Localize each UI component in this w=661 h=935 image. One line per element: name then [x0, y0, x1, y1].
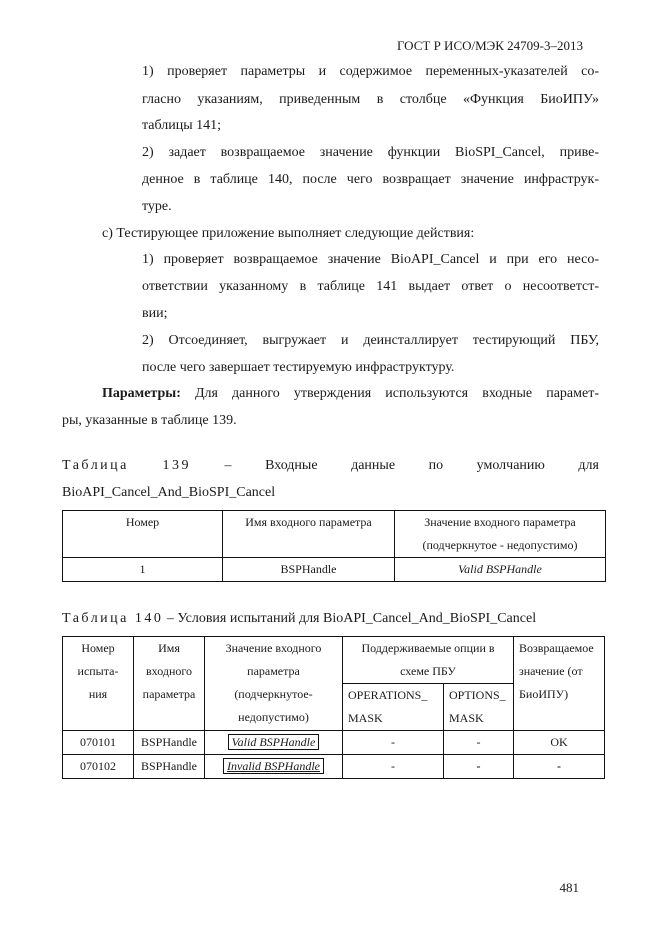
page-header: ГОСТ Р ИСО/МЭК 24709-3–2013 [396, 38, 583, 53]
table-header-row [63, 511, 606, 558]
table139-caption-line2: BioAPI_Cancel_And_BioSPI_Cancel [62, 485, 276, 500]
table-row [63, 755, 605, 779]
table-cell: BSPHandle [134, 731, 205, 755]
table-cell: 070102 [63, 755, 134, 779]
caption-word: Входные [265, 458, 318, 473]
table-cell: - [444, 755, 514, 779]
header-cell: OPERATIONS_ MASK [343, 684, 444, 731]
table-cell: - [343, 755, 444, 779]
params-label: Параметры: [102, 386, 181, 401]
header-cell: Поддерживаемые опции в схеме ПБУ [343, 637, 514, 684]
body-line: туре. [142, 199, 172, 214]
body-line: 1) проверяет параметры и содержимое переменных-указателей со- [142, 64, 599, 79]
table-row [63, 558, 606, 582]
table-cell: BSPHandle [134, 755, 205, 779]
caption-word: для [578, 458, 599, 473]
caption-word: 139 [162, 458, 191, 473]
body-line: ответствии указанному в таблице 141 выдает ответ о несоответст- [142, 279, 599, 294]
table-cell: Invalid BSPHandle [205, 755, 343, 779]
table-cell: OK [514, 731, 605, 755]
table-cell: - [444, 731, 514, 755]
body-line: 2) Отсоединяет, выгружает и деинсталлирует тестирующий ПБУ, [142, 333, 599, 348]
body-line: вии; [142, 306, 168, 321]
table-row [63, 731, 605, 755]
table-cell: - [514, 755, 605, 779]
table-cell: Valid BSPHandle [205, 731, 343, 755]
caption-word: данные [351, 458, 396, 473]
header-cell: Имя входного параметра [134, 637, 205, 731]
header-cell: Возвращаемое значение (от БиоИПУ) [514, 637, 605, 731]
table-cell: 1 [63, 558, 223, 582]
caption-label: Таблица 140 [62, 611, 164, 626]
caption-word: умолчанию [476, 458, 545, 473]
body-line: ры, указанные в таблице 139. [62, 413, 237, 428]
table-header-row [63, 637, 605, 684]
caption-word: по [428, 458, 444, 473]
caption-text: – Условия испытаний для BioAPI_Cancel_And_BioSPI_Cancel [163, 611, 537, 626]
caption-word: Таблица [62, 458, 129, 473]
body-line: таблицы 141; [142, 118, 222, 133]
body-line: 2) задает возвращаемое значение функции BioSPI_Cancel, приве- [142, 145, 599, 160]
header-cell: Значение входного параметра (подчеркнутое- недопустимо) [205, 637, 343, 731]
header-cell: Номер испыта- ния [63, 637, 134, 731]
caption-word: – [224, 458, 232, 473]
body-line: c) Тестирующее приложение выполняет следующие действия: [102, 226, 475, 241]
table-cell: BSPHandle [223, 558, 395, 582]
table-139 [62, 510, 606, 582]
header-cell: Значение входного параметра (подчеркнутое - недопустимо) [395, 511, 606, 558]
params-text: Для данного утверждения используются входные парамет- [180, 386, 599, 401]
params-line [102, 386, 599, 402]
table-cell: - [343, 731, 444, 755]
table139-caption [62, 458, 599, 474]
page-number: 481 [559, 880, 579, 895]
table-140 [62, 636, 605, 779]
body-line: после чего завершает тестируемую инфраструктуру. [142, 360, 455, 375]
table140-caption [62, 611, 536, 627]
body-line: гласно указаниям, приведенным в столбце «Функция БиоИПУ» [142, 92, 599, 107]
header-cell: Имя входного параметра [223, 511, 395, 558]
table-cell: 070101 [63, 731, 134, 755]
body-line: 1) проверяет возвращаемое значение BioAPI_Cancel и при его несо- [142, 252, 599, 267]
header-cell: Номер [63, 511, 223, 558]
body-line: денное в таблице 140, после чего возвращает значение инфраструк- [142, 172, 599, 187]
table-cell: Valid BSPHandle [395, 558, 606, 582]
header-cell: OPTIONS_ MASK [444, 684, 514, 731]
